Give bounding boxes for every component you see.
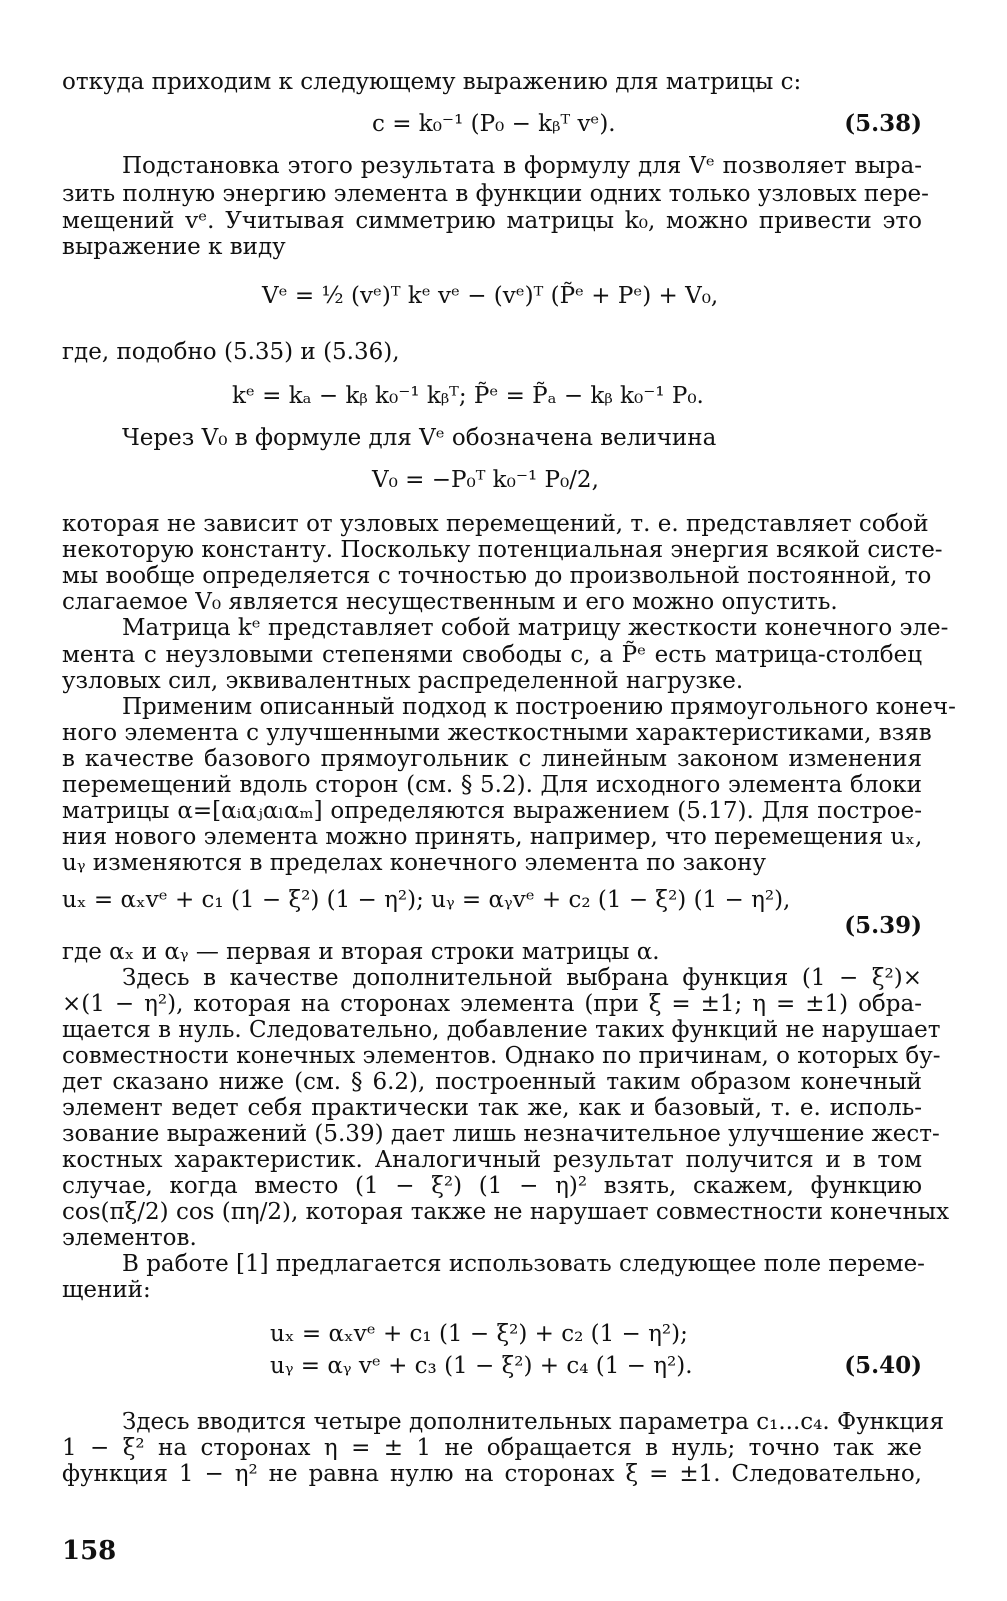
text-line: cos(πξ/2) cos (πη/2), которая также не нарушает совместности конечных	[62, 1199, 950, 1225]
equation-number: (5.39)	[844, 912, 922, 939]
text-line: 1 − ξ² на сторонах η = ± 1 не обращается в нуль; точно так же	[62, 1435, 922, 1461]
text-line: матрицы α=[αᵢαⱼαₗαₘ] определяются выражением (5.17). Для построе-	[62, 798, 922, 824]
text-line: uᵧ изменяются в пределах конечного элемента по закону	[62, 850, 767, 876]
text-line: мещений vᵉ. Учитывая симметрию матрицы k₀, можно привести это	[62, 208, 922, 234]
equation-potential-energy: Vᵉ = ½ (vᵉ)ᵀ kᵉ vᵉ − (vᵉ)ᵀ (P̃ᵉ + Pᵉ) + V₀,	[262, 283, 719, 309]
text-line: некоторую константу. Поскольку потенциальная энергия всякой систе-	[62, 537, 943, 563]
text-line: щается в нуль. Следовательно, добавление таких функций не нарушает	[62, 1017, 941, 1043]
equation-v0: V₀ = −P₀ᵀ k₀⁻¹ P₀/2,	[372, 467, 599, 493]
equation-number: (5.40)	[844, 1352, 922, 1379]
equation-5-39: uₓ = αₓvᵉ + c₁ (1 − ξ²) (1 − η²); uᵧ = αᵧvᵉ + c₂ (1 − ξ²) (1 − η²),	[62, 887, 791, 913]
text-line: зить полную энергию элемента в функции одних только узловых пере-	[62, 181, 929, 207]
text-line: Подстановка этого результата в формулу для Vᵉ позволяет выра-	[122, 153, 922, 179]
text-line: узловых сил, эквивалентных распределенной нагрузке.	[62, 668, 744, 694]
text-line: В работе [1] предлагается использовать следующее поле переме-	[122, 1251, 925, 1277]
text-line: элемент ведет себя практически так же, как и базовый, т. е. исполь-	[62, 1095, 922, 1121]
text-line: где, подобно (5.35) и (5.36),	[62, 339, 400, 365]
text-line: ного элемента с улучшенными жесткостными характеристиками, взяв	[62, 720, 932, 746]
page-number: 158	[62, 1536, 117, 1566]
text-line: щений:	[62, 1277, 151, 1303]
text-line: элементов.	[62, 1225, 197, 1251]
text-line: выражение к виду	[62, 234, 286, 260]
text-line: откуда приходим к следующему выражению для матрицы c:	[62, 69, 802, 95]
text-line: костных характеристик. Аналогичный результат получится и в том	[62, 1147, 922, 1173]
text-line: перемещений вдоль сторон (см. § 5.2). Для исходного элемента блоки	[62, 772, 922, 798]
text-line: зование выражений (5.39) дает лишь незначительное улучшение жест-	[62, 1121, 940, 1147]
equation-5-40-line1: uₓ = αₓvᵉ + c₁ (1 − ξ²) + c₂ (1 − η²);	[270, 1321, 688, 1347]
text-line: Матрица kᵉ представляет собой матрицу жесткости конечного эле-	[122, 615, 949, 641]
text-line: Здесь вводится четыре дополнительных параметра c₁...c₄. Функция	[122, 1409, 944, 1435]
text-line: совместности конечных элементов. Однако по причинам, о которых бу-	[62, 1043, 941, 1069]
text-line: функция 1 − η² не равна нулю на сторонах ξ = ±1. Следовательно,	[62, 1461, 922, 1487]
text-line: мы вообще определяется с точностью до произвольной постоянной, то	[62, 563, 932, 589]
text-line: Здесь в качестве дополнительной выбрана функция (1 − ξ²)×	[122, 965, 922, 991]
text-line: Применим описанный подход к построению прямоугольного конеч-	[122, 694, 956, 720]
text-line: Через V₀ в формуле для Vᵉ обозначена величина	[122, 425, 717, 451]
equation-number: (5.38)	[844, 110, 922, 137]
equation-5-40-line2: uᵧ = αᵧ vᵉ + c₃ (1 − ξ²) + c₄ (1 − η²).	[270, 1353, 693, 1379]
text-line: ×(1 − η²), которая на сторонах элемента (при ξ = ±1; η = ±1) обра-	[62, 991, 922, 1017]
text-line: в качестве базового прямоугольник с линейным законом изменения	[62, 746, 922, 772]
text-line: слагаемое V₀ является несущественным и его можно опустить.	[62, 589, 838, 615]
text-line: где αₓ и αᵧ — первая и вторая строки матрицы α.	[62, 939, 660, 965]
text-line: дет сказано ниже (см. § 6.2), построенный таким образом конечный	[62, 1069, 922, 1095]
equation-5-38: c = k₀⁻¹ (P₀ − kᵦᵀ vᵉ).	[372, 111, 616, 137]
text-line: которая не зависит от узловых перемещений, т. е. представляет собой	[62, 511, 929, 537]
text-line: ния нового элемента можно принять, например, что перемещения uₓ,	[62, 824, 923, 850]
text-line: случае, когда вместо (1 − ξ²) (1 − η)² взять, скажем, функцию	[62, 1173, 922, 1199]
equation-stiffness: kᵉ = kₐ − kᵦ k₀⁻¹ kᵦᵀ; P̃ᵉ = P̃ₐ − kᵦ k₀⁻¹ P₀.	[232, 383, 704, 409]
text-line: мента с неузловыми степенями свободы c, а P̃ᵉ есть матрица-столбец	[62, 642, 922, 668]
